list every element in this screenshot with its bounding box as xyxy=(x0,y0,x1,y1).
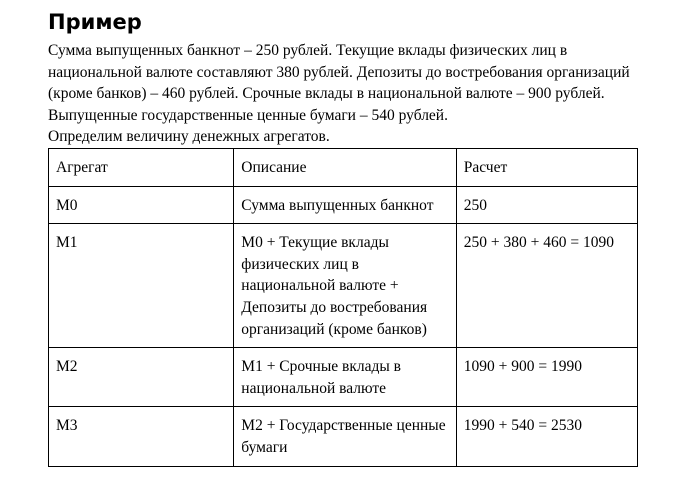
aggregate-cell: M1 xyxy=(49,224,234,348)
intro-paragraph xyxy=(48,40,640,148)
description-cell: M2 + Государственные ценные бумаги xyxy=(234,407,456,466)
calculation-cell: 250 + 380 + 460 = 1090 xyxy=(456,224,637,348)
document-body xyxy=(48,8,640,467)
intro-line: национальной валюте составляют 380 рублей. Депозиты до востребования организаций xyxy=(48,63,630,81)
column-header-aggregate: Агрегат xyxy=(49,148,234,186)
intro-line: Выпущенные государственные ценные бумаги – 540 рублей. xyxy=(48,106,448,124)
table-row xyxy=(49,407,638,466)
aggregates-table xyxy=(48,148,638,467)
calculation-cell: 250 xyxy=(456,186,637,224)
calculation-cell: 1990 + 540 = 2530 xyxy=(456,407,637,466)
column-header-description: Описание xyxy=(234,148,456,186)
intro-line: Сумма выпущенных банкнот – 250 рублей. Текущие вклады физических лиц в xyxy=(48,42,568,59)
intro-line: Определим величину денежных агрегатов. xyxy=(48,128,330,146)
aggregate-cell: M3 xyxy=(49,407,234,466)
table-header-row xyxy=(49,148,638,186)
calculation-cell: 1090 + 900 = 1990 xyxy=(456,348,637,407)
table-row xyxy=(49,186,638,224)
page-title: Пример xyxy=(48,10,142,34)
table-row xyxy=(49,348,638,407)
aggregate-cell: M2 xyxy=(49,348,234,407)
description-cell: M0 + Текущие вклады физических лиц в национальной валюте + Депозиты до востребования организаций (кроме банков) xyxy=(234,224,456,348)
aggregate-cell: M0 xyxy=(49,186,234,224)
description-cell: Сумма выпущенных банкнот xyxy=(234,186,456,224)
column-header-calculation: Расчет xyxy=(456,148,637,186)
table-row xyxy=(49,224,638,348)
intro-line: (кроме банков) – 460 рублей. Срочные вклады в национальной валюте – 900 рублей. xyxy=(48,85,605,103)
description-cell: M1 + Срочные вклады в национальной валюте xyxy=(234,348,456,407)
